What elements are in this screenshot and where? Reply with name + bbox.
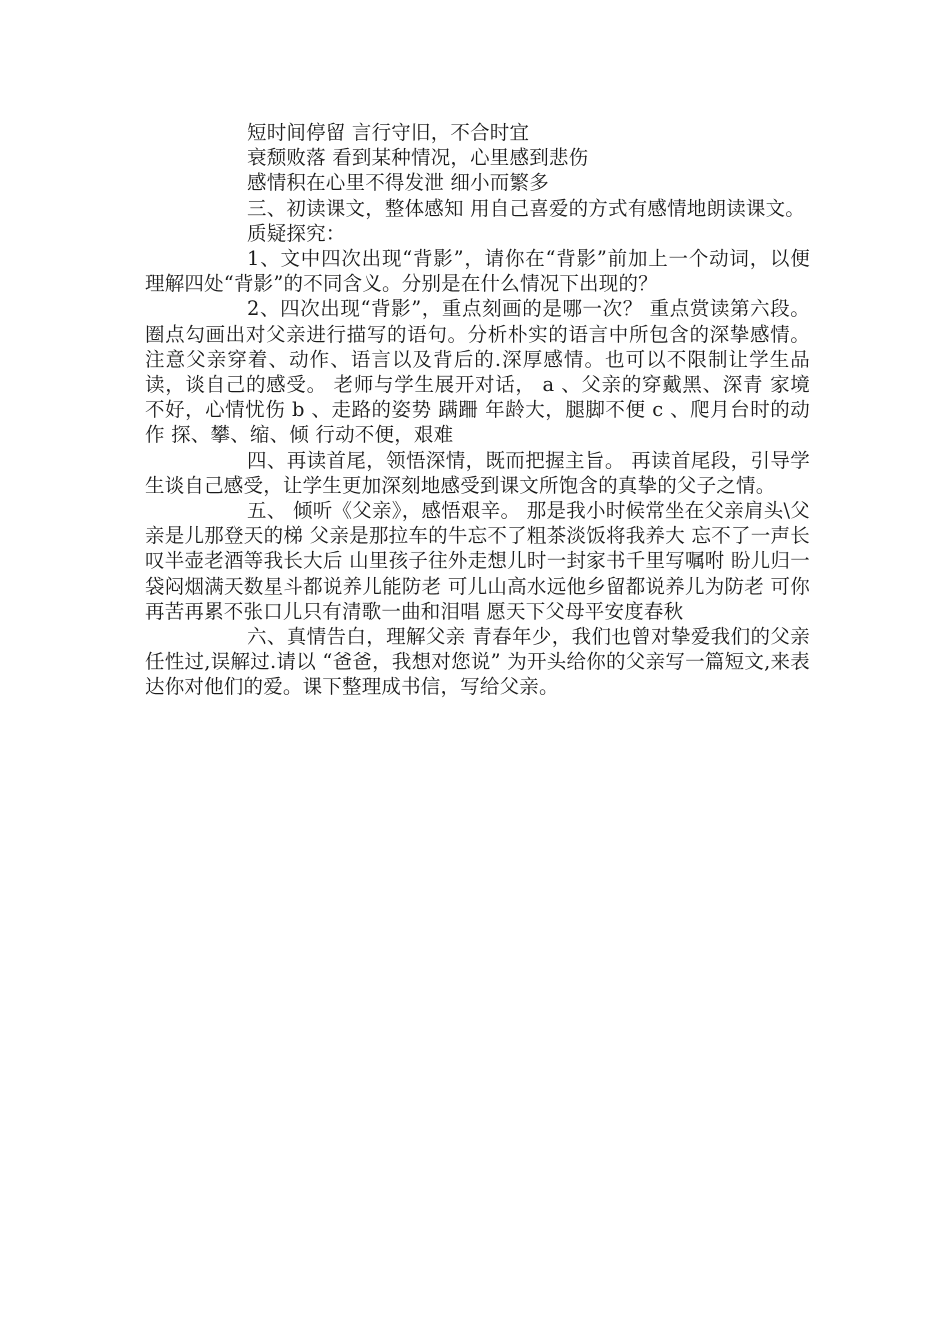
vocab-line-3: 感情积在心里不得发泄 细小而繁多: [247, 171, 549, 195]
section-five-paragraph: 五、 倾听《父亲》，感悟艰辛。 那是我小时候常坐在父亲肩头\父亲是儿那登天的梯 父亲是那拉车的牛忘不了粗茶淡饭将我养大 忘不了一声长叹半壶老酒等我长大后 山里孩子往外走想儿时一封家书千里写嘱咐 盼儿归一袋闷烟满天数星斗都说养儿能防老 可儿山高水远他乡留都说养儿为防老 可你再苦再累不张口儿只有清歌一曲和泪唱 愿天下父母平安度春秋: [145, 499, 810, 623]
inquiry-heading: 质疑探究：: [247, 221, 346, 245]
question-one-paragraph: 1、文中四次出现“背影”，请你在“背影”前加上一个动词，以便理解四处“背影”的不同含义。分别是在什么情况下出现的？: [145, 247, 810, 296]
document-body: [145, 120, 810, 700]
section-four-paragraph: 四、再读首尾，领悟深情，既而把握主旨。 再读首尾段，引导学生谈自己感受，让学生更加深刻地感受到课文所饱含的真挚的父子之情。: [145, 448, 810, 497]
question-two-paragraph: 2、四次出现“背影”，重点刻画的是哪一次？ 重点赏读第六段。圈点勾画出对父亲进行描写的语句。分析朴实的语言中所包含的深挚感情。 注意父亲穿着、动作、语言以及背后的.深厚感情。也可以不限制让学生品读，谈自己的感受。 老师与学生展开对话， a 、父亲的穿戴黑、深青 家境不好，心情忧伤 b 、走路的姿势 蹒跚 年龄大，腿脚不便 c 、爬月台时的动作 探、攀、缩、倾 行动不便，艰难: [145, 297, 810, 447]
section-six-paragraph: 六、真情告白，理解父亲 青春年少，我们也曾对挚爱我们的父亲任性过,误解过.请以 “爸爸，我想对您说” 为开头给你的父亲写一篇短文,来表达你对他们的爱。课下整理成书信，写给父亲。: [145, 625, 810, 699]
section-three-paragraph: 三、初读课文，整体感知 用自己喜爱的方式有感情地朗读课文。: [247, 196, 805, 220]
vocab-line-1: 短时间停留 言行守旧，不合时宜: [247, 121, 530, 144]
vocab-line-2: 衰颓败落 看到某种情况，心里感到悲伤: [247, 146, 589, 170]
